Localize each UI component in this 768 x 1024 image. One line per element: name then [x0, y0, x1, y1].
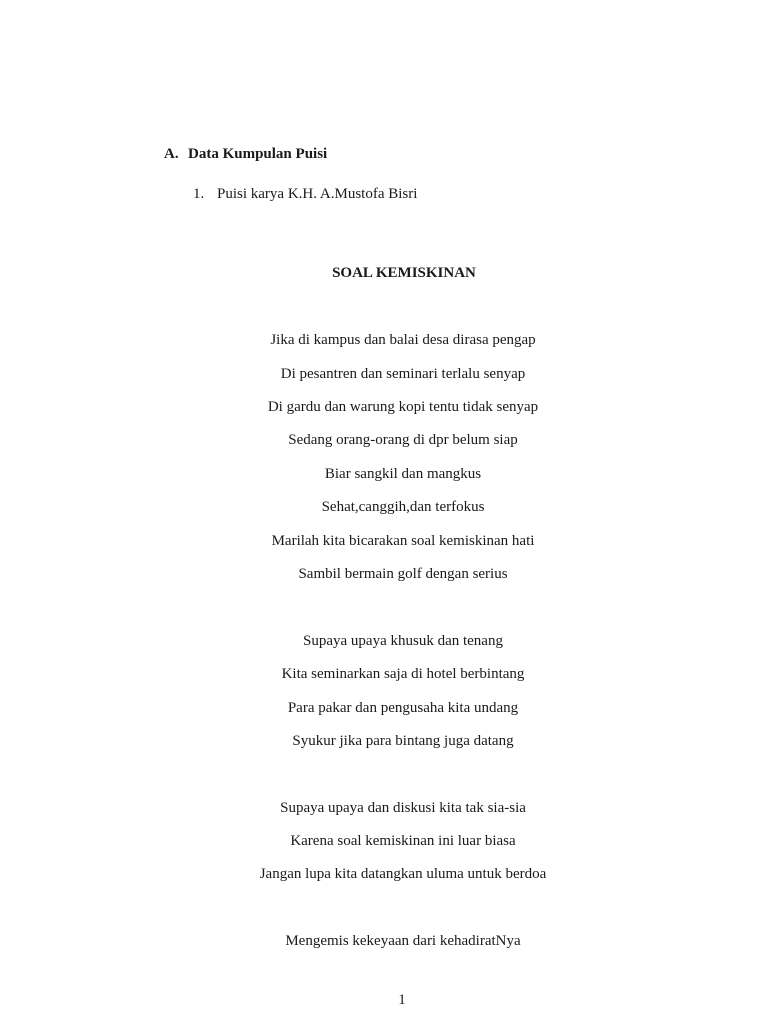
- poem-line: Supaya upaya dan diskusi kita tak sia-sia: [280, 800, 526, 816]
- poem-line: Marilah kita bicarakan soal kemiskinan hati: [271, 533, 535, 549]
- list-item: [193, 186, 417, 203]
- section-marker: A.: [164, 146, 179, 162]
- section-heading: [164, 146, 327, 163]
- poem-line: Mengemis kekeyaan dari kehadiratNya: [285, 933, 521, 949]
- poem-line: Di gardu dan warung kopi tentu tidak senyap: [267, 399, 539, 415]
- poem-line: Supaya upaya khusuk dan tenang: [303, 633, 503, 649]
- poem-line: Jangan lupa kita datangkan uluma untuk berdoa: [259, 866, 547, 882]
- poem-title: SOAL KEMISKINAN: [332, 265, 476, 281]
- poem-line: Kita seminarkan saja di hotel berbintang: [281, 666, 525, 682]
- poem-line: Para pakar dan pengusaha kita undang: [287, 700, 519, 716]
- poem-line: Sedang orang-orang di dpr belum siap: [288, 432, 518, 448]
- poem-line: Sambil bermain golf dengan serius: [298, 566, 508, 582]
- poem-line: Syukur jika para bintang juga datang: [292, 733, 514, 749]
- poem-line: Sehat,canggih,dan terfokus: [321, 499, 485, 515]
- poem-line: Karena soal kemiskinan ini luar biasa: [290, 833, 516, 849]
- poem-line: Jika di kampus dan balai desa dirasa pengap: [270, 332, 536, 348]
- section-title: Data Kumpulan Puisi: [188, 146, 328, 162]
- page-number: 1: [398, 992, 406, 1008]
- poem-line: Biar sangkil dan mangkus: [324, 466, 482, 482]
- poem-line: Di pesantren dan seminari terlalu senyap: [280, 366, 526, 382]
- list-item-text: Puisi karya K.H. A.Mustofa Bisri: [217, 186, 418, 202]
- list-item-number: 1.: [193, 186, 205, 202]
